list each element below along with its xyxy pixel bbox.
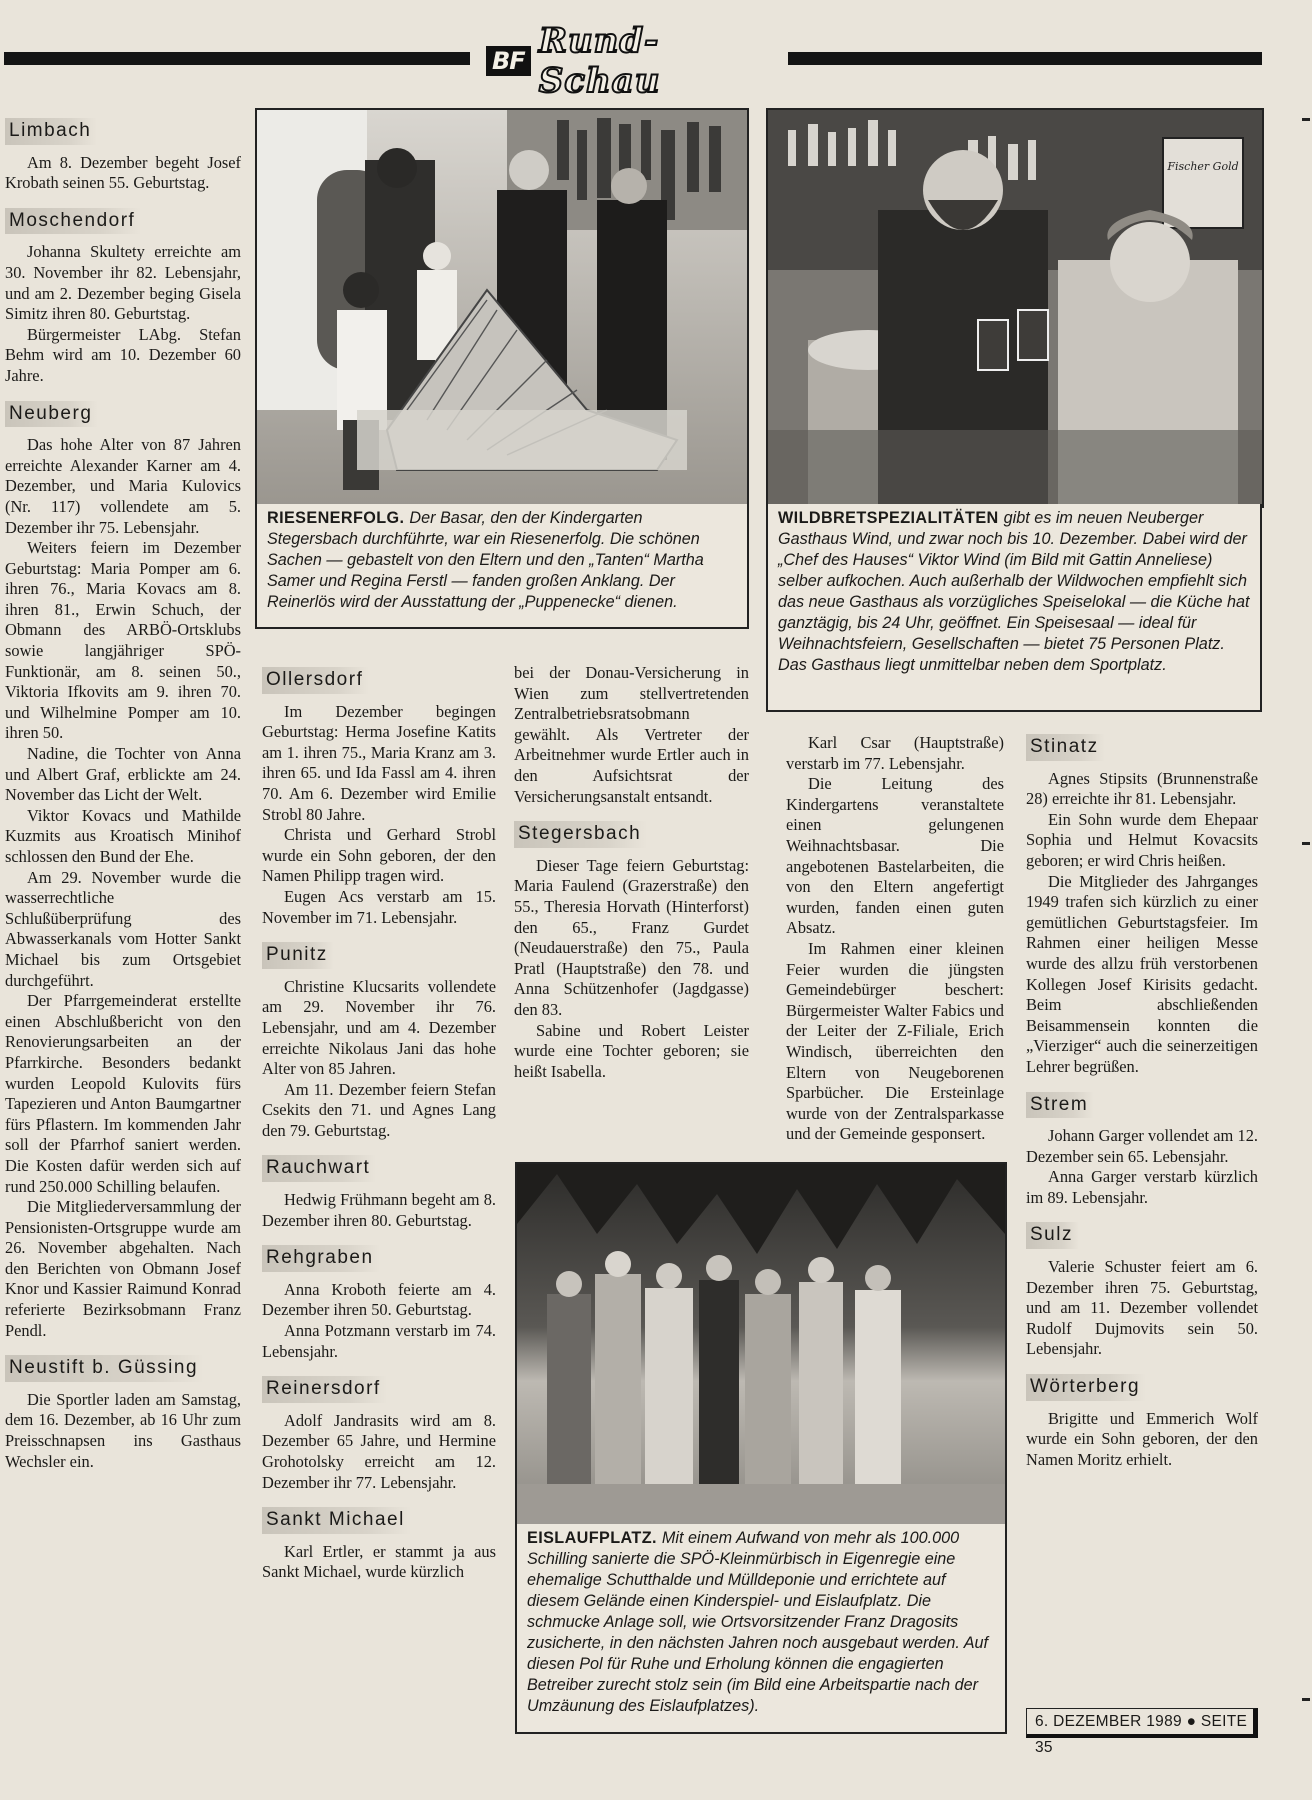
news-paragraph: Die Mitglieder des Jahrganges 1949 trafen sich kürzlich zu einer gemütlichen Geburtstagsfeier. Im Rahmen einer heiligen Messe wurde des allzu früh verstorbenen Kollegen Josef Kirisits gedacht. Beim abschließenden Beisammensein konnten die „Vierziger“ auch die seinerzeitigen Lehrer begrüßen. <box>1026 871 1258 1076</box>
column-1 <box>5 118 241 1486</box>
section-heading: Punitz <box>262 942 334 969</box>
edge-mark <box>1302 118 1310 121</box>
edge-mark <box>1302 1698 1310 1701</box>
news-section <box>5 1355 241 1472</box>
masthead-title: Rund-Schau <box>538 21 661 101</box>
news-paragraph: Agnes Stipsits (Brunnenstraße 28) erreichte ihr 81. Lebensjahr. <box>1026 768 1258 809</box>
column-4 <box>786 733 1004 1145</box>
bazaar-photo <box>255 108 749 508</box>
news-paragraph: Am 8. Dezember begeht Josef Krobath seinen 55. Geburtstag. <box>5 152 241 193</box>
rink-caption-text: Mit einem Aufwand von mehr als 100.000 Schilling sanierte die SPÖ-Kleinmürbisch in Eigenregie eine ehemalige Schutthalde und Mülldeponie und errichtete auf diesem Gelände einen Kinderspiel- und Eislaufplatz. Die schmucke Anlage soll, wie Ortsvorsitzender Franz Dragosits zusicherte, in den nächsten Jahren noch ausgebaut werden. Auf diesen Pol für Ruhe und Erholung können die engagierten Betreiber zurecht stolz sein (im Bild eine Arbeitspartie nach der Umzäunung des Eislaufplatzes). <box>527 1529 989 1715</box>
rink-caption-lead: EISLAUFPLATZ. <box>527 1529 657 1547</box>
section-heading: Sankt Michael <box>262 1507 411 1534</box>
news-paragraph: Das hohe Alter von 87 Jahren erreichte Alexander Karner am 4. Dezember, und Maria Kulovics (Nr. 117) vollendete am 5. Dezember ihr 75. Lebensjahr. <box>5 435 241 537</box>
news-paragraph: Viktor Kovacs und Mathilde Kuzmits aus Kroatisch Minihof schlossen den Bund der Ehe. <box>5 805 241 866</box>
section-heading: Neuberg <box>5 401 98 428</box>
news-paragraph: Hedwig Frühmann begeht am 8. Dezember ihren 80. Geburtstag. <box>262 1190 496 1230</box>
news-paragraph: Anna Kroboth feierte am 4. Dezember ihren 50. Geburtstag. <box>262 1279 496 1320</box>
news-paragraph: Brigitte und Emmerich Wolf wurde ein Sohn geboren, der den Namen Moritz erhielt. <box>1026 1408 1258 1469</box>
news-section <box>1026 1374 1258 1470</box>
news-paragraph: Johanna Skultety erreichte am 30. November ihr 82. Lebensjahr, und am 2. Dezember beging Gisela Simitz ihren 80. Geburtstag. <box>5 242 241 324</box>
footer-separator: ● <box>1186 1713 1197 1730</box>
news-section <box>262 1507 496 1583</box>
news-section <box>1026 1222 1258 1360</box>
news-paragraph: Im Dezember begingen Geburtstag: Herma Josefine Katits am 1. ihren 75., Maria Kranz am 3. ihren 65. und Ida Fassl am 4. ihren 70. Am 6. Dezember wird Emilie Strobl 80 Jahre. <box>262 701 496 824</box>
section-heading: Sulz <box>1026 1222 1079 1249</box>
news-paragraph: bei der Donau-Versicherung in Wien zum stellvertretenden Zentralbetriebsratsobmann gewählt. Als Vertreter der Arbeitnehmer wurde Ertler auch in den Aufsichtsrat der Versicherungsanstalt entsandt. <box>514 663 749 806</box>
section-heading: Rauchwart <box>262 1155 376 1182</box>
inn-photo <box>766 108 1264 508</box>
bazaar-caption <box>255 504 749 629</box>
news-paragraph: Ein Sohn wurde dem Ehepaar Sophia und Helmut Kovacsits geboren; er wird Chris heißen. <box>1026 809 1258 870</box>
news-paragraph: Nadine, die Tochter von Anna und Albert Graf, erblickte am 24. November das Licht der Welt. <box>5 744 241 805</box>
news-section <box>514 663 749 807</box>
section-heading: Neustift b. Güssing <box>5 1355 204 1382</box>
column-2 <box>262 667 496 1597</box>
news-paragraph: Johann Garger vollendet am 12. Dezember sein 65. Lebensjahr. <box>1026 1126 1258 1166</box>
news-paragraph: Die Mitgliederversammlung der Pensionisten-Ortsgruppe wurde am 26. November abgehalten. Nach den Berichten von Obmann Josef Knor und Kassier Raimund Konrad referierte Bezirksobmann Franz Pendl. <box>5 1197 241 1340</box>
news-paragraph: Weiters feiern im Dezember Geburtstag: Maria Pomper am 6. ihren 76., Maria Kovacs am 8. ihren 81., Erwin Schuch, der Obmann des ARBÖ-Ortsklubs sowie langjähriger SPÖ-Funktionär, am 8. seinen 50., Viktoria Ifkovits am 9. ihren 70. und Wilhelmine Pomper am 10. ihren 50. <box>5 538 241 743</box>
rink-photo <box>515 1162 1007 1528</box>
section-heading: Stegersbach <box>514 821 647 848</box>
footer-date: 6. DEZEMBER 1989 <box>1035 1713 1182 1730</box>
news-section <box>262 1155 496 1231</box>
section-heading: Limbach <box>5 118 97 145</box>
edge-mark <box>1302 842 1310 845</box>
bazaar-caption-text: Der Basar, den der Kindergarten Stegersbach durchführte, war ein Riesenerfolg. Die schönen Sachen — gebastelt von den Eltern und den „Tanten“ Martha Samer und Regina Ferstl — fanden großen Anklang. Der Reinerlös wird der Ausstattung der „Puppenecke“ dienen. <box>267 509 704 611</box>
news-paragraph: Valerie Schuster feiert am 6. Dezember ihren 75. Geburtstag, und am 11. Dezember vollendet Rudolf Dujmovits sein 50. Lebensjahr. <box>1026 1257 1258 1359</box>
news-paragraph: Karl Ertler, er stammt ja aus Sankt Michael, wurde kürzlich <box>262 1541 496 1582</box>
masthead-rule-left <box>4 52 470 65</box>
section-heading: Moschendorf <box>5 208 141 235</box>
inn-caption-lead: WILDBRETSPEZIALITÄTEN <box>778 509 999 527</box>
news-paragraph: Sabine und Robert Leister wurde eine Tochter geboren; sie heißt Isabella. <box>514 1020 749 1081</box>
news-paragraph: Anna Potzmann verstarb im 74. Lebensjahr. <box>262 1321 496 1361</box>
masthead-rule-right <box>788 52 1262 65</box>
news-section <box>262 942 496 1141</box>
news-paragraph: Der Pfarrgemeinderat erstellte einen Abschlußbericht von den Renovierungsarbeiten an der Pfarrkirche. Besonders bedankt wurden Leopold Kulovits fürs Tapezieren und Anton Baumgartner fürs Pflastern. Im kommenden Jahr soll der Pfarrhof saniert werden. Die Kosten dafür werden sich auf rund 250.000 Schilling belaufen. <box>5 991 241 1196</box>
news-section <box>5 118 241 194</box>
news-paragraph: Eugen Acs verstarb am 15. November im 71. Lebensjahr. <box>262 886 496 927</box>
news-section <box>1026 1092 1258 1209</box>
news-paragraph: Im Rahmen einer kleinen Feier wurden die jüngsten Gemeindebürger beschert: Bürgermeister Walter Fabics und der Leiter der Z-Filiale, Erich Windisch, überreichten den Eltern von Neugeborenen Sparbücher. Die Ersteinlage wurde von der Zentralsparkasse und der Gemeinde gesponsert. <box>786 938 1004 1144</box>
masthead <box>486 21 774 101</box>
footer-page-number: SEITE 35 <box>1035 1713 1248 1756</box>
section-heading: Rehgraben <box>262 1245 380 1272</box>
news-section <box>262 667 496 928</box>
inn-sign-text: Fischer Gold <box>1167 160 1239 173</box>
section-heading: Reinersdorf <box>262 1376 387 1403</box>
section-heading: Ollersdorf <box>262 667 369 694</box>
news-section <box>1026 734 1258 1078</box>
news-paragraph: Anna Garger verstarb kürzlich im 89. Lebensjahr. <box>1026 1167 1258 1207</box>
page-footer <box>1026 1708 1258 1756</box>
inn-caption <box>766 504 1262 712</box>
news-section <box>514 821 749 1082</box>
bazaar-caption-lead: RIESENERFOLG. <box>267 509 405 527</box>
news-paragraph: Karl Csar (Hauptstraße) verstarb im 77. Lebensjahr. <box>786 733 1004 773</box>
news-paragraph: Christa und Gerhard Strobl wurde ein Sohn geboren, der den Namen Philipp tragen wird. <box>262 825 496 886</box>
news-section <box>5 208 241 387</box>
news-paragraph: Am 29. November wurde die wasserrechtliche Schlußüberprüfung des Abwasserkanals vom Hotter Sankt Michael bis zum Ortsgebiet durchgeführt. <box>5 867 241 990</box>
news-paragraph: Die Sportler laden am Samstag, dem 16. Dezember, ab 16 Uhr zum Preisschnapsen ins Gasthaus Wechsler ein. <box>5 1389 241 1471</box>
news-paragraph: Christine Klucsarits vollendete am 29. November ihr 76. Lebensjahr, und am 4. Dezember erreichte Nikolaus Jani das hohe Alter von 85 Jahren. <box>262 976 496 1079</box>
news-paragraph: Bürgermeister LAbg. Stefan Behm wird am 10. Dezember 60 Jahre. <box>5 324 241 385</box>
news-section <box>5 401 241 1342</box>
news-paragraph: Adolf Jandrasits wird am 8. Dezember 65 Jahre, und Hermine Grohotolsky erreicht am 12. Dezember ihr 77. Lebensjahr. <box>262 1410 496 1492</box>
column-3 <box>514 663 749 1096</box>
news-section <box>262 1376 496 1493</box>
section-heading: Stinatz <box>1026 734 1105 761</box>
masthead-badge: BF <box>486 46 531 76</box>
news-section <box>262 1245 496 1362</box>
column-5 <box>1026 734 1258 1484</box>
rink-caption <box>515 1524 1007 1734</box>
news-paragraph: Die Leitung des Kindergartens veranstaltete einen gelungenen Weihnachtsbasar. Die angebotenen Bastelarbeiten, die von den Eltern angefertigt wurden, fanden einen guten Absatz. <box>786 774 1004 938</box>
inn-caption-text: gibt es im neuen Neuberger Gasthaus Wind, und zwar noch bis 10. Dezember. Dabei wird der „Chef des Hauses“ Viktor Wind (im Bild mit Gattin Anneliese) selber aufkochen. Auch außerhalb der Wildwochen empfiehlt sich das neue Gasthaus als vorzügliches Speiselokal — die Küche hat ganztägig, bis 24 Uhr, geöffnet. Ein Speisesaal — ideal für Weihnachtsfeiern, Gesellschaften — bietet 75 Personen Platz. Das Gasthaus liegt unmittelbar neben dem Sportplatz. <box>778 509 1250 674</box>
section-heading: Strem <box>1026 1092 1094 1119</box>
news-paragraph: Am 11. Dezember feiern Stefan Csekits den 71. und Agnes Lang den 79. Geburtstag. <box>262 1079 496 1140</box>
news-paragraph: Dieser Tage feiern Geburtstag: Maria Faulend (Grazerstraße) den 55., Theresia Horvath (Hinterforst) den 65., Franz Gurdet (Neudauerstraße) den 75., Paula Pratl (Hauptstraße) den 78. und Anna Schützenhofer (Jagdgasse) den 83. <box>514 855 749 1019</box>
section-heading: Wörterberg <box>1026 1374 1146 1401</box>
